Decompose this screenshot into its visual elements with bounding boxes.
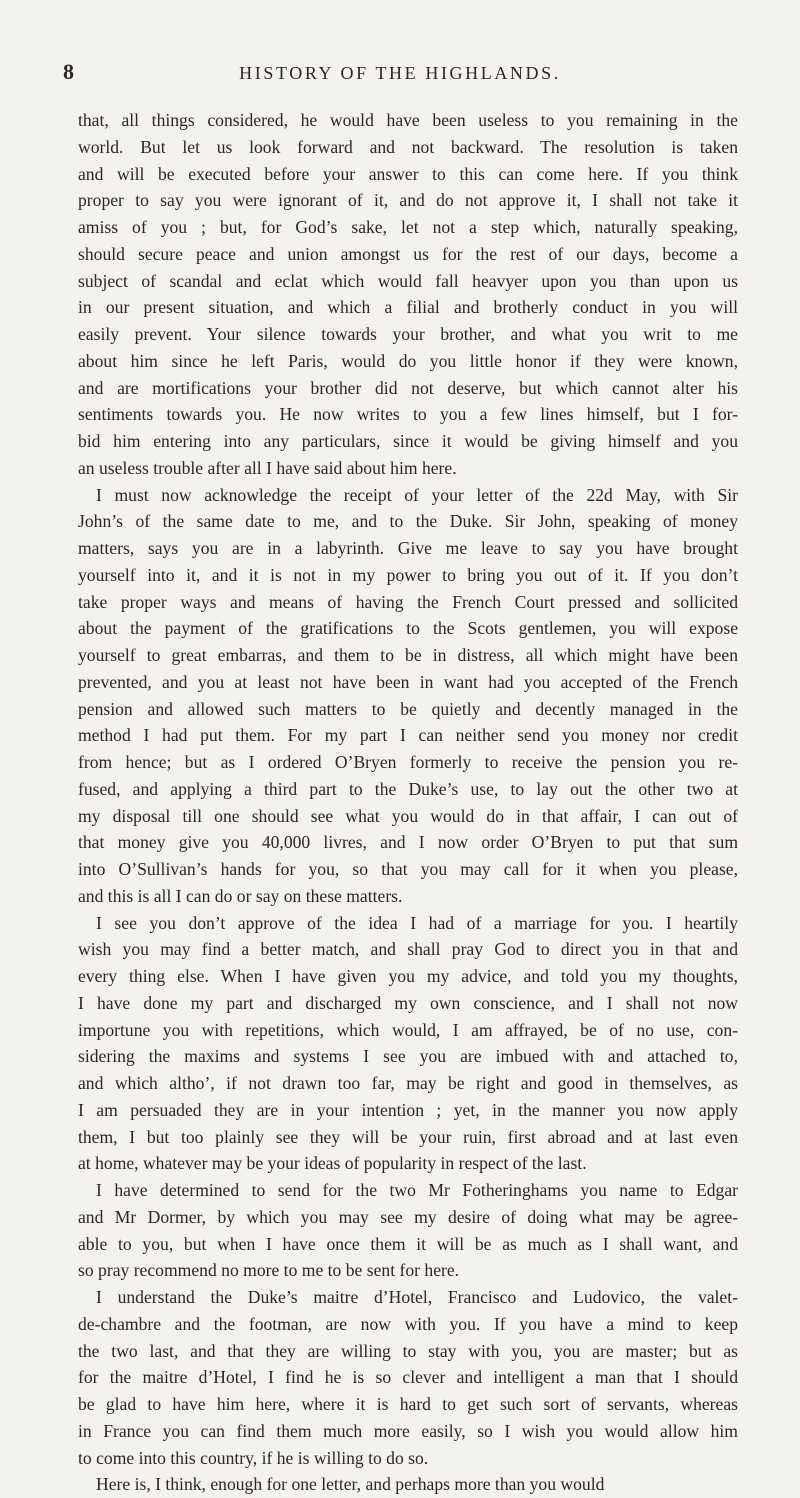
paragraph-end-line: to come into this country, if he is willing to do so. [78, 1447, 429, 1468]
text-line: sentiments towards you. He now writes to you a few lines himself, but I for- [78, 404, 738, 425]
text-line: about him since he left Paris, would do you little honor if they were known, [78, 350, 738, 371]
paragraph-end-line: at home, whatever may be your ideas of popularity in respect of the last. [78, 1153, 587, 1174]
text-line: and will be executed before your answer to this can come here. If you think [78, 163, 738, 184]
text-line: I am persuaded they are in your intention ; yet, in the manner you now apply [78, 1099, 738, 1120]
text-line: subject of scandal and eclat which would fall heavyer upon you than upon us [78, 270, 738, 291]
text-line: and Mr Dormer, by which you may see my desire of doing what may be agree- [78, 1206, 738, 1227]
text-line: bid him entering into any particulars, since it would be giving himself and you [78, 431, 738, 451]
text-line: amiss of you ; but, for God’s sake, let not a step which, naturally speaking, [78, 217, 738, 237]
running-title: HISTORY OF THE HIGHLANDS. [239, 63, 561, 83]
text-line: yourself into it, and it is not in my power to bring you out of it. If you don’t [78, 564, 738, 585]
text-line: them, I but too plainly see they will be your ruin, first abroad and at last even [78, 1126, 738, 1147]
text-line: that money give you 40,000 livres, and I now order O’Bryen to put that sum [78, 832, 738, 853]
text-line: easily prevent. Your silence towards your brother, and what you writ to me [78, 324, 738, 344]
text-line: in France you can find them much more easily, so I wish you would allow him [78, 1420, 738, 1441]
text-line: into O’Sullivan’s hands for you, so that you may call for it when you please, [78, 859, 738, 879]
paragraph-end-line: so pray recommend no more to me to be sent for here. [78, 1260, 460, 1281]
text-line: fused, and applying a third part to the Duke’s use, to lay out the other two at [78, 778, 738, 799]
text-line: sidering the maxims and systems I see you are imbued with and attached to, [78, 1046, 738, 1067]
paragraph-start-line: Here is, I think, enough for one letter, and perhaps more than you would [96, 1474, 605, 1495]
text-line: importune you with repetitions, which would, I am affrayed, be of no use, con- [78, 1019, 738, 1040]
text-line: proper to say you were ignorant of it, and do not approve it, I shall not take it [78, 190, 738, 211]
text-line: in our present situation, and which a filial and brotherly conduct in you will [78, 297, 738, 318]
text-line: matters, says you are in a labyrinth. Give me leave to say you have brought [78, 538, 738, 558]
paragraph-start-line: I see you don’t approve of the idea I had of a marriage for you. I heartily [96, 912, 738, 933]
text-line: and which altho’, if not drawn too far, may be right and good in themselves, as [78, 1073, 738, 1093]
text-line: method I had put them. For my part I can neither send you money nor credit [78, 725, 738, 746]
text-line: pension and allowed such matters to be quietly and decently managed in the [78, 698, 738, 719]
paragraph-start-line: I must now acknowledge the receipt of your letter of the 22d May, with Sir [96, 484, 738, 505]
text-line: for the maitre d’Hotel, I find he is so clever and intelligent a man that I should [78, 1367, 738, 1388]
text-line: from hence; but as I ordered O’Bryen formerly to receive the pension you re- [78, 752, 738, 772]
text-line: able to you, but when I have once them it will be as much as I shall want, and [78, 1233, 738, 1254]
text-line: wish you may find a better match, and shall pray God to direct you in that and [78, 939, 738, 960]
text-line: that, all things considered, he would have been useless to you remaining in the [78, 110, 738, 130]
text-line: John’s of the same date to me, and to the Duke. Sir John, speaking of money [78, 511, 738, 532]
text-line: be glad to have him here, where it is hard to get such sort of servants, whereas [78, 1394, 738, 1414]
text-line: every thing else. When I have given you my advice, and told you my thoughts, [78, 966, 738, 986]
text-line: my disposal till one should see what you would do in that affair, I can out of [78, 805, 738, 826]
paragraph-start-line: I understand the Duke’s maitre d’Hotel, Francisco and Ludovico, the valet- [96, 1287, 738, 1307]
text-line: and are mortifications your brother did not deserve, but which cannot alter his [78, 377, 738, 398]
text-line: yourself to great embarras, and them to be in distress, all which might have been [78, 645, 738, 665]
text-line: take proper ways and means of having the French Court pressed and sollicited [78, 591, 738, 612]
text-line: prevented, and you at least not have been in want had you accepted of the French [78, 671, 738, 692]
text-line: I have done my part and discharged my own conscience, and I shall not now [78, 992, 738, 1013]
text-line: about the payment of the gratifications to the Scots gentlemen, you will expose [78, 618, 738, 639]
running-head [0, 58, 800, 88]
letter-body [78, 107, 738, 1498]
page-number: 8 [63, 59, 74, 84]
text-line: world. But let us look forward and not backward. The resolution is taken [78, 136, 738, 157]
paragraph-end-line: and this is all I can do or say on these matters. [78, 885, 403, 906]
text-line: should secure peace and union amongst us for the rest of our days, become a [78, 243, 738, 264]
text-line: de-chambre and the footman, are now with you. If you have a mind to keep [78, 1313, 738, 1334]
text-line: the two last, and that they are willing to stay with you, you are master; but as [78, 1340, 738, 1361]
paragraph-start-line: I have determined to send for the two Mr Fotheringhams you name to Edgar [96, 1180, 738, 1200]
paragraph-end-line: an useless trouble after all I have said about him here. [78, 457, 457, 478]
